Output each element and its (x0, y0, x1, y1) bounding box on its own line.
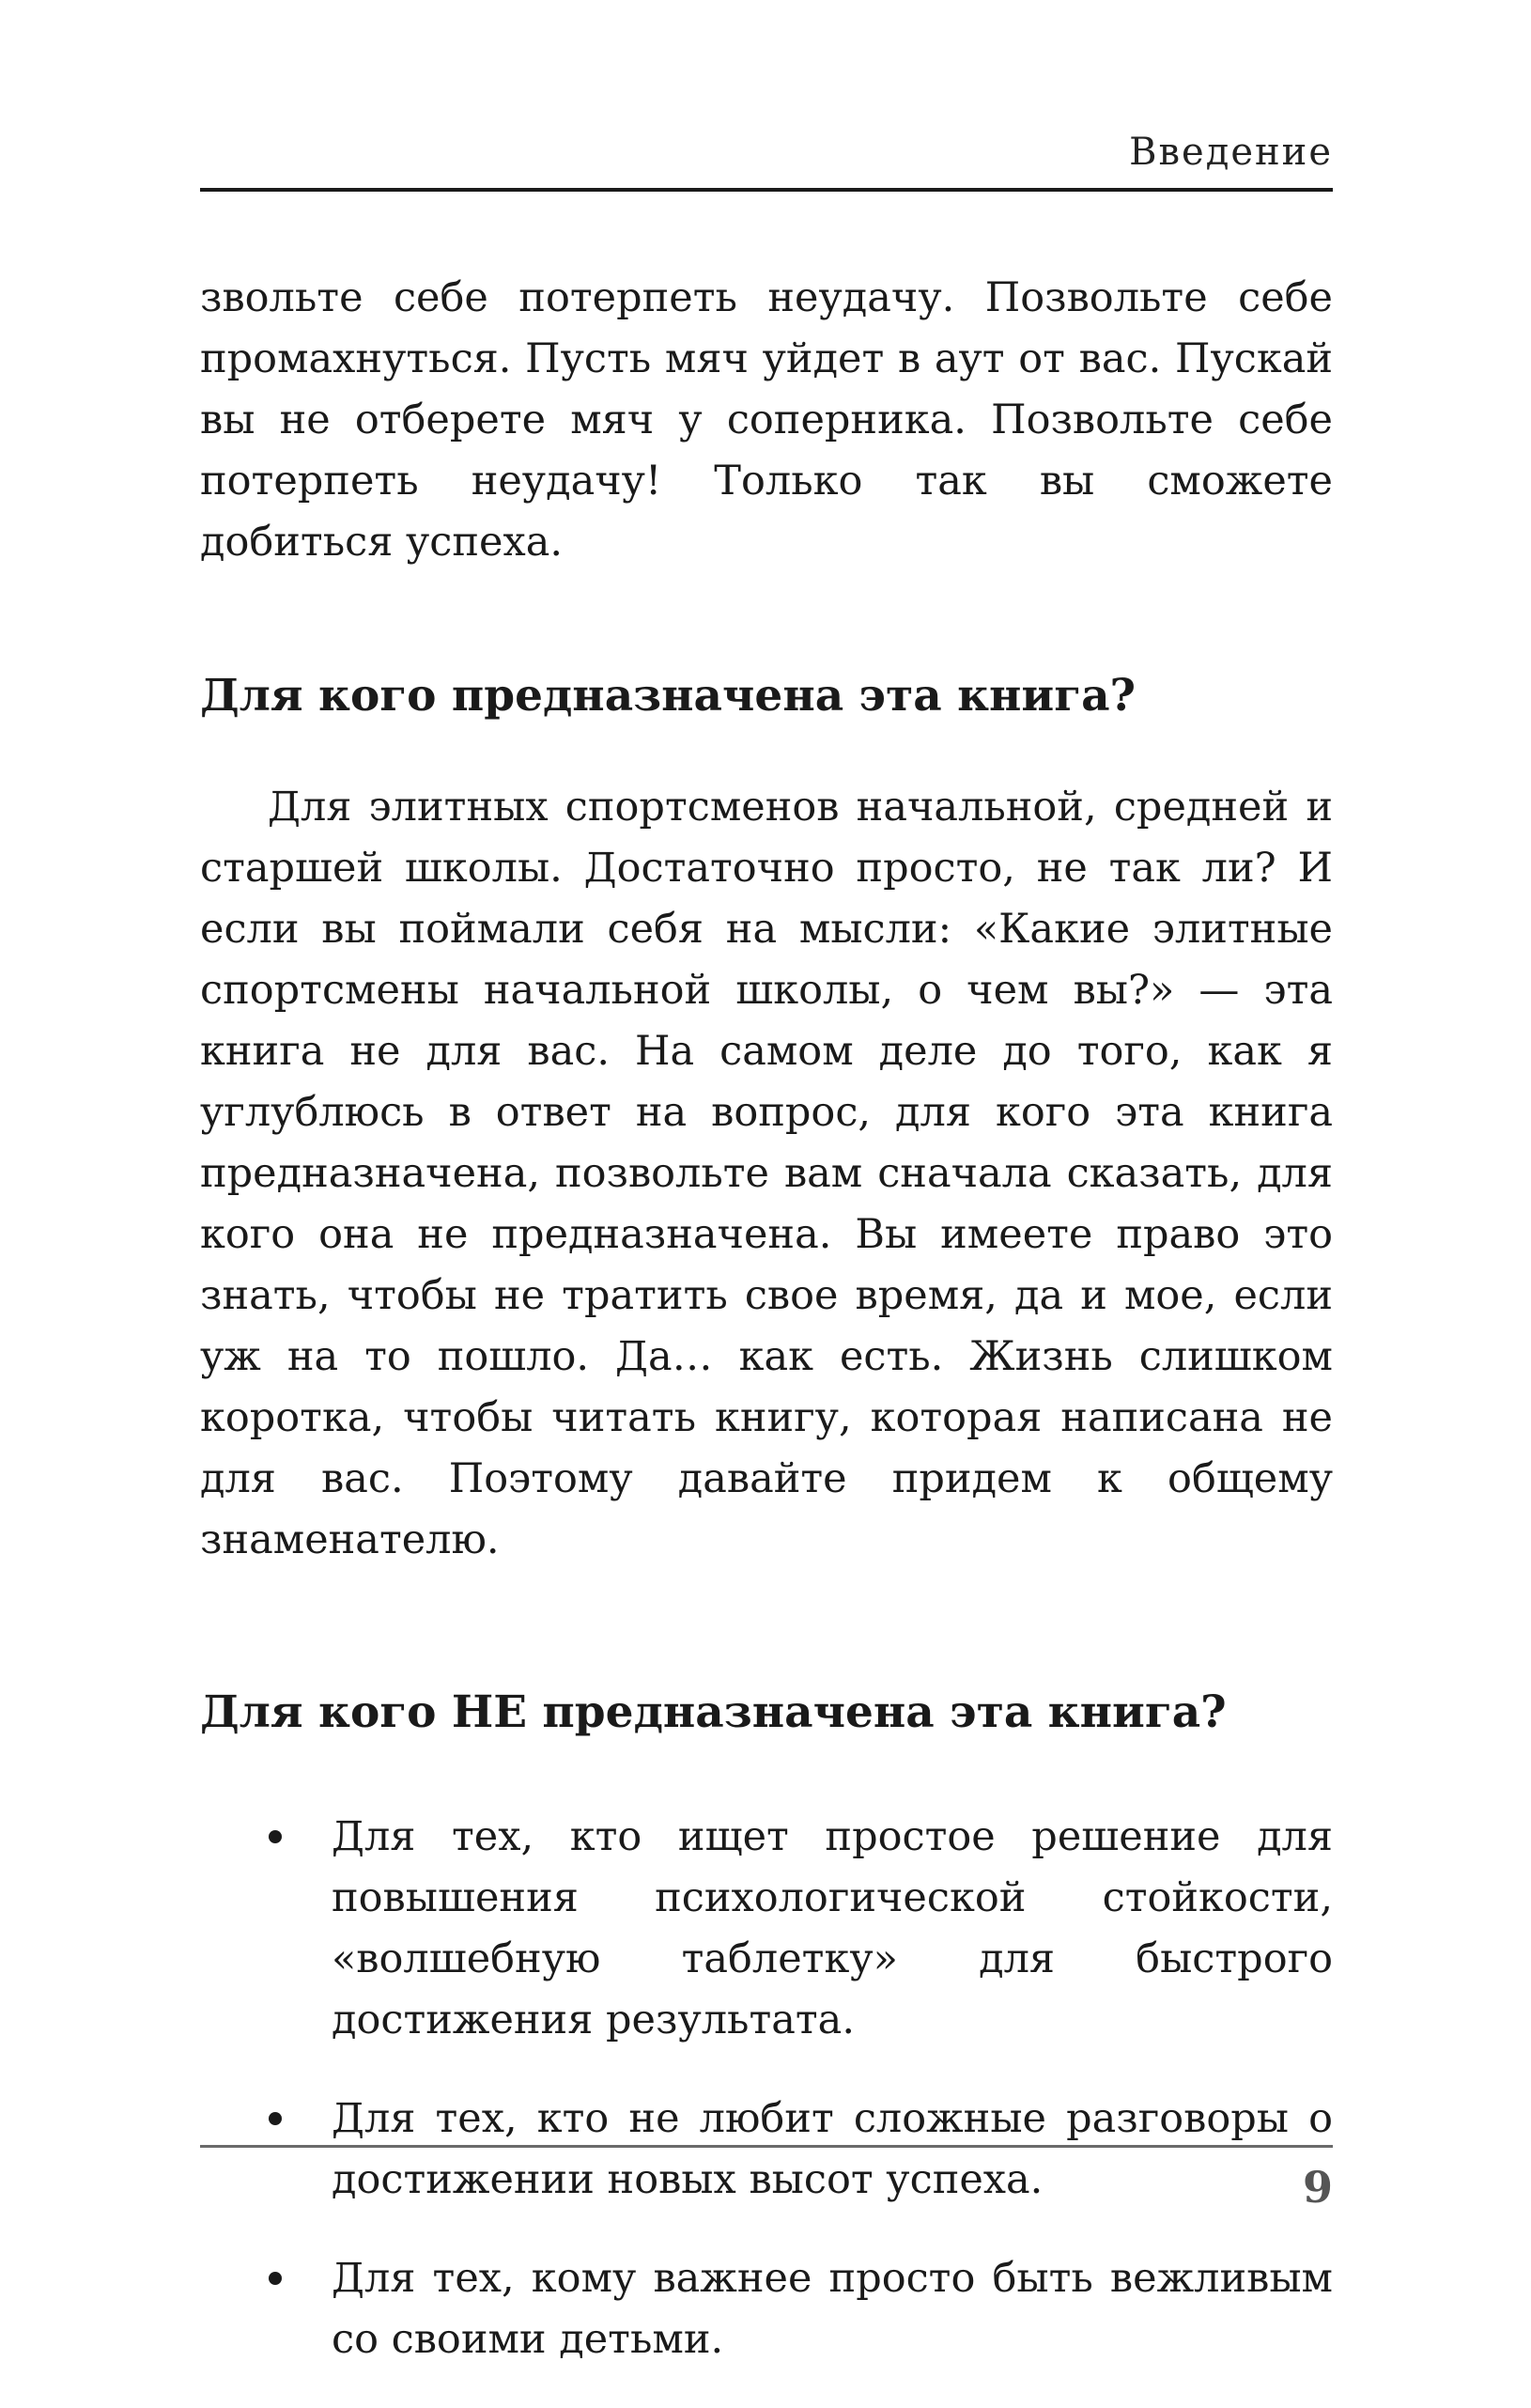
header-rule (200, 188, 1333, 192)
bullet-icon (269, 2112, 282, 2125)
list-item (200, 1807, 1333, 2051)
page-number: 9 (1302, 2162, 1333, 2213)
list-item-text: Для тех, кто не любит сложные разговоры о достижении новых высот успеха. (332, 2095, 1333, 2203)
section-paragraph-for-whom: Для элитных спортсменов начальной, средней и старшей школы. Достаточно просто, не так ли? И если вы поймали себя на мысли: «Какие элитные спортсмены начальной школы, о чем вы?» — эта книга не для вас. На самом деле до того, как я углублюсь в ответ на вопрос, для кого эта книга предназначена, позвольте вам сначала сказать, для кого она не предназначена. Вы имеете право это знать, чтобы не тратить свое время, да и мое, если уж на то пошло. Да… как есть. Жизнь слишком коротка, чтобы читать книгу, которая написана не для вас. Поэтому давайте придем к общему знаменателю. (200, 784, 1333, 1563)
list-item-text: Для тех, кому важнее просто быть вежливым со своими детьми. (332, 2255, 1333, 2363)
not-for-whom-list (200, 1807, 1333, 2370)
running-head: Введение (1129, 131, 1333, 174)
footer-rule (200, 2145, 1333, 2148)
list-item (200, 2089, 1333, 2211)
list-item-text: Для тех, кто ищет простое решение для повышения психологической стойкости, «волшебную таблетку» для быстрого достижения результата. (332, 1813, 1333, 2043)
bullet-icon (269, 1830, 282, 1843)
page-content (200, 268, 1333, 2408)
bullet-icon (269, 2272, 282, 2285)
section-heading-not-for-whom: Для кого НЕ предназначена эта книга? (200, 1686, 1227, 1738)
section-heading-for-whom: Для кого предназначена эта книга? (200, 670, 1137, 722)
book-page (200, 0, 1333, 2363)
intro-paragraph: звольте себе потерпеть неудачу. Позвольте себе промахнуться. Пусть мяч уйдет в аут от вас. Пускай вы не отберете мяч у соперника. Позвольте себе потерпеть неудачу! Только так вы сможете добиться успеха. (200, 274, 1333, 566)
